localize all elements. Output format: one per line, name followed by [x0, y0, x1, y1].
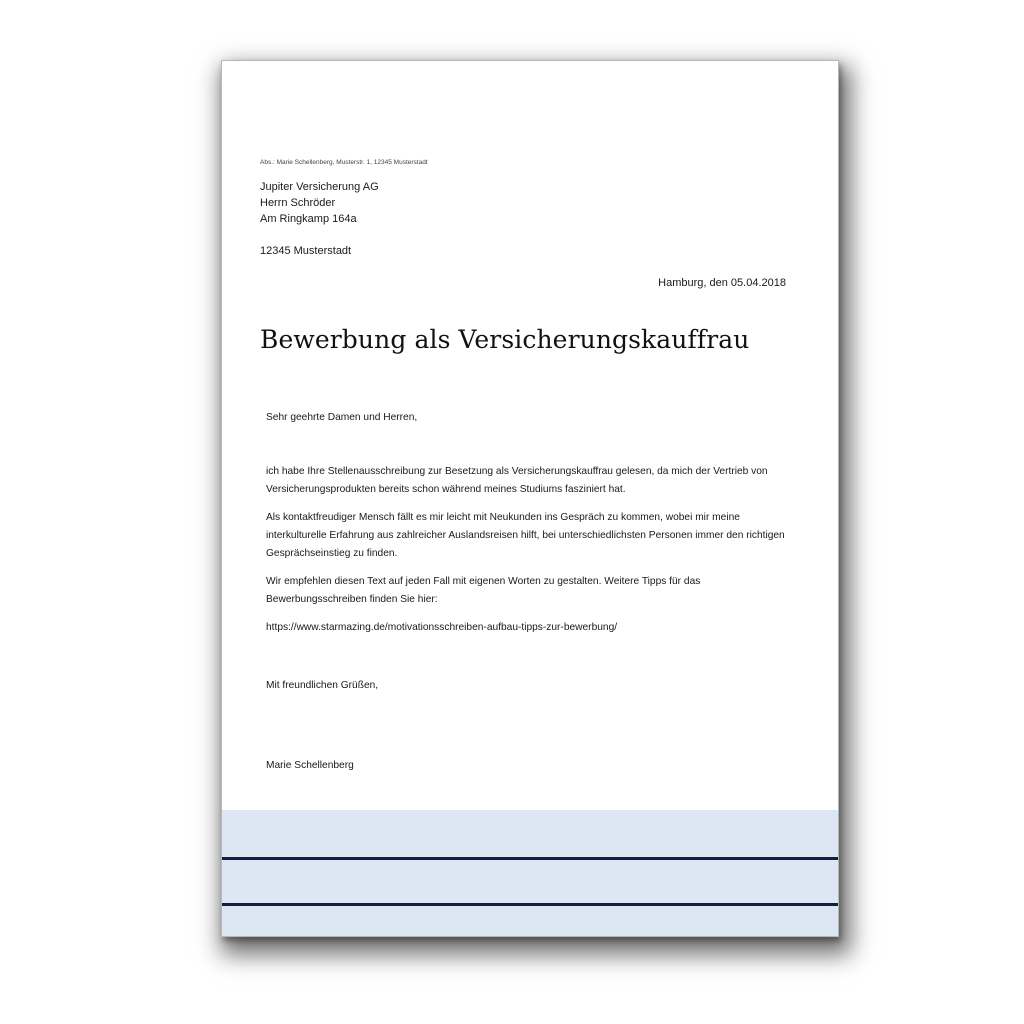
body-paragraph-1: ich habe Ihre Stellenausschreibung zur Besetzung als Versicherungskauffrau gelesen, da mich der Vertrieb von Versicherungsprodukten bereits schon während meines Studiums fasziniert hat. — [266, 466, 768, 495]
recipient-address — [260, 179, 379, 259]
signature: Marie Schellenberg — [266, 760, 354, 771]
letter-body — [266, 409, 786, 775]
recipient-city: 12345 Musterstadt — [260, 245, 352, 257]
sender-line: Abs.: Marie Schellenberg, Musterstr. 1, 12345 Musterstadt — [260, 159, 428, 166]
recipient-company: Jupiter Versicherung AG — [260, 181, 379, 193]
letter-date: Hamburg, den 05.04.2018 — [658, 277, 786, 289]
letter-subject: Bewerbung als Versicherungskauffrau — [260, 325, 750, 354]
body-paragraph-3: Wir empfehlen diesen Text auf jeden Fall mit eigenen Worten zu gestalten. Weitere Tipps für das Bewerbungsschreiben finden Sie hier: — [266, 576, 701, 605]
footer-band — [222, 810, 838, 937]
tips-link[interactable]: https://www.starmazing.de/motivationsschreiben-aufbau-tipps-zur-bewerbung/ — [266, 622, 618, 633]
footer-rule — [222, 857, 838, 860]
recipient-person: Herrn Schröder — [260, 197, 336, 209]
body-paragraph-2: Als kontaktfreudiger Mensch fällt es mir leicht mit Neukunden ins Gespräch zu kommen, wobei mir meine interkulturelle Erfahrung aus zahlreicher Auslandsreisen hilft, bei unterschiedlichsten Personen immer den richtigen Gesprächseinstieg zu finden. — [266, 512, 785, 559]
salutation: Sehr geehrte Damen und Herren, — [266, 412, 418, 423]
letter-page — [221, 60, 839, 937]
recipient-street: Am Ringkamp 164a — [260, 213, 357, 225]
footer-rule — [222, 903, 838, 906]
closing: Mit freundlichen Grüßen, — [266, 680, 379, 691]
